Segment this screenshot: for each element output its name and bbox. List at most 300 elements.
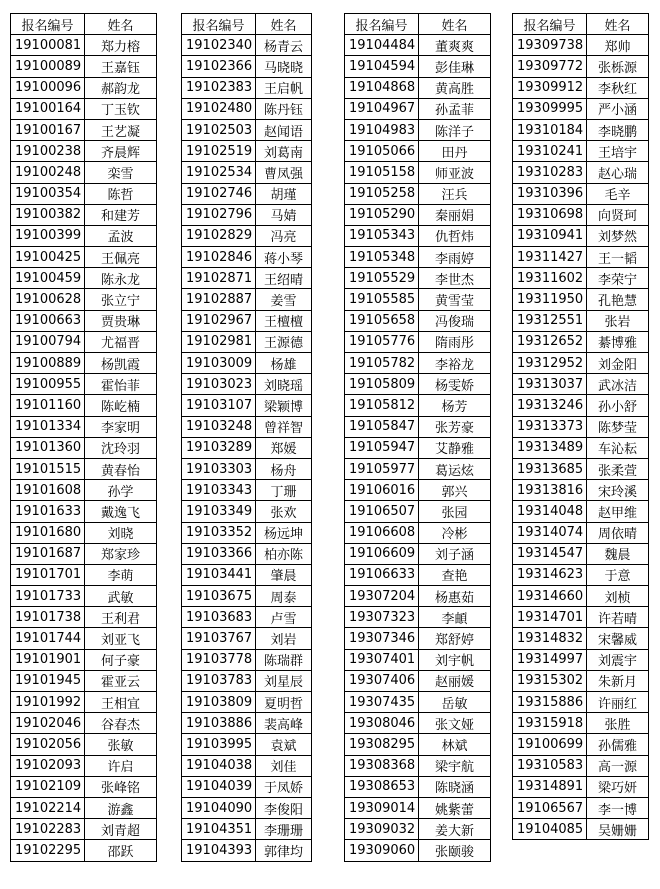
registration-number-cell: 19106608 (345, 522, 419, 543)
table-row (513, 35, 649, 56)
name-cell: 郭律均 (256, 840, 312, 861)
registration-number-cell: 19310184 (513, 119, 587, 140)
name-cell: 黄高胜 (419, 77, 491, 98)
name-cell: 黄春怡 (85, 458, 157, 479)
registration-number-cell: 19309060 (345, 840, 419, 861)
name-cell: 张欢 (256, 501, 312, 522)
name-cell: 魏晨 (587, 543, 649, 564)
table-row (182, 840, 312, 861)
name-cell: 张文娅 (419, 713, 491, 734)
registration-number-cell: 19310698 (513, 204, 587, 225)
name-cell: 杨雯娇 (419, 374, 491, 395)
registration-number-cell: 19310241 (513, 141, 587, 162)
name-cell: 姚紫蕾 (419, 797, 491, 818)
registration-number-cell: 19102109 (11, 776, 85, 797)
registration-number-cell: 19314997 (513, 649, 587, 670)
table-row (182, 458, 312, 479)
table-row (513, 713, 649, 734)
name-cell: 刘亚飞 (85, 628, 157, 649)
name-cell: 李裕龙 (419, 353, 491, 374)
table-row (513, 162, 649, 183)
table-row (11, 141, 157, 162)
registration-number-cell: 19102846 (182, 247, 256, 268)
table-row (182, 586, 312, 607)
table-row (11, 797, 157, 818)
name-cell: 黄雪莹 (419, 289, 491, 310)
registration-number-cell: 19102871 (182, 268, 256, 289)
name-cell: 田丹 (419, 141, 491, 162)
registration-number-cell: 19310283 (513, 162, 587, 183)
name-cell: 郑媛 (256, 437, 312, 458)
table-row (11, 586, 157, 607)
registration-number-cell: 19314547 (513, 543, 587, 564)
registration-number-cell: 19100459 (11, 268, 85, 289)
name-cell: 霍亚云 (85, 670, 157, 691)
table-row (345, 649, 491, 670)
registration-number-cell: 19102480 (182, 98, 256, 119)
table-row (345, 98, 491, 119)
registration-number-cell: 19313816 (513, 480, 587, 501)
name-cell: 綦博雅 (587, 331, 649, 352)
table-row (513, 649, 649, 670)
registration-number-cell: 19312952 (513, 353, 587, 374)
name-cell: 邵跃 (85, 840, 157, 861)
registration-number-cell: 19313037 (513, 374, 587, 395)
registration-number-cell: 19103809 (182, 692, 256, 713)
name-cell: 查艳 (419, 564, 491, 585)
table-row (182, 141, 312, 162)
table-row (182, 564, 312, 585)
table-row (513, 141, 649, 162)
table-row (345, 522, 491, 543)
table-row (345, 458, 491, 479)
registration-number-cell: 19313685 (513, 458, 587, 479)
name-cell: 朱新月 (587, 670, 649, 691)
registration-number-cell: 19310941 (513, 225, 587, 246)
registration-number-cell: 19310396 (513, 183, 587, 204)
name-cell: 杨舟 (256, 458, 312, 479)
table-row (345, 204, 491, 225)
registration-number-cell: 19102829 (182, 225, 256, 246)
registration-number-cell: 19101515 (11, 458, 85, 479)
registration-number-cell: 19104393 (182, 840, 256, 861)
name-cell: 孙学 (85, 480, 157, 501)
name-cell: 刘葛南 (256, 141, 312, 162)
registration-number-cell: 19100238 (11, 141, 85, 162)
table-row (345, 119, 491, 140)
registration-number-cell: 19308046 (345, 713, 419, 734)
registration-number-cell: 19307401 (345, 649, 419, 670)
table-row (345, 310, 491, 331)
table-row (182, 162, 312, 183)
table-row (11, 692, 157, 713)
name-cell: 沈玲羽 (85, 437, 157, 458)
name-cell: 冯亮 (256, 225, 312, 246)
table-row (11, 183, 157, 204)
name-cell: 孙儒雅 (587, 734, 649, 755)
table-row (11, 204, 157, 225)
name-cell: 郑舒婷 (419, 628, 491, 649)
registration-number-cell: 19307204 (345, 586, 419, 607)
table-row (11, 247, 157, 268)
name-cell: 王艺凝 (85, 119, 157, 140)
name-cell: 戴逸飞 (85, 501, 157, 522)
name-cell: 梁巧妍 (587, 776, 649, 797)
registration-number-cell: 19103107 (182, 395, 256, 416)
table-row (182, 331, 312, 352)
registration-number-cell: 19101738 (11, 607, 85, 628)
registration-table-1 (10, 13, 157, 862)
table-row (182, 692, 312, 713)
name-cell: 王嘉钰 (85, 56, 157, 77)
table-row (182, 607, 312, 628)
registration-table-3 (344, 13, 491, 862)
table-row (345, 416, 491, 437)
registration-number-cell: 19104868 (345, 77, 419, 98)
name-cell: 刘震宇 (587, 649, 649, 670)
registration-number-cell: 19105529 (345, 268, 419, 289)
table-row (345, 395, 491, 416)
registration-number-cell: 19103366 (182, 543, 256, 564)
registration-table-2 (181, 13, 312, 862)
table-row (513, 247, 649, 268)
registration-number-cell: 19101992 (11, 692, 85, 713)
name-cell: 刘青超 (85, 819, 157, 840)
registration-number-cell: 19102093 (11, 755, 85, 776)
registration-number-cell: 19102519 (182, 141, 256, 162)
name-cell: 卢雪 (256, 607, 312, 628)
name-cell: 王檀檀 (256, 310, 312, 331)
table-row (182, 98, 312, 119)
table-row (182, 56, 312, 77)
name-cell: 李世杰 (419, 268, 491, 289)
registration-number-cell: 19307346 (345, 628, 419, 649)
registration-number-cell: 19100399 (11, 225, 85, 246)
table-row (513, 395, 649, 416)
name-cell: 陈哲 (85, 183, 157, 204)
registration-number-cell: 19102214 (11, 797, 85, 818)
name-cell: 栾雪 (85, 162, 157, 183)
registration-number-cell: 19103995 (182, 734, 256, 755)
registration-number-cell: 19103289 (182, 437, 256, 458)
registration-number-cell: 19311602 (513, 268, 587, 289)
registration-number-cell: 19101633 (11, 501, 85, 522)
registration-number-cell: 19314660 (513, 586, 587, 607)
name-cell: 谷春杰 (85, 713, 157, 734)
name-cell: 刘晓 (85, 522, 157, 543)
table-row (513, 331, 649, 352)
name-cell: 杨凯霞 (85, 353, 157, 374)
registration-number-cell: 19101360 (11, 437, 85, 458)
table-row (182, 713, 312, 734)
table-row (11, 607, 157, 628)
table-row (345, 692, 491, 713)
name-cell: 尤福晋 (85, 331, 157, 352)
name-cell: 李秋红 (587, 77, 649, 98)
registration-number-cell: 19308368 (345, 755, 419, 776)
name-cell: 孙小舒 (587, 395, 649, 416)
header-name: 姓名 (419, 14, 491, 35)
name-cell: 柏亦陈 (256, 543, 312, 564)
name-cell: 李萌 (85, 564, 157, 585)
name-cell: 王培宇 (587, 141, 649, 162)
registration-number-cell: 19105776 (345, 331, 419, 352)
registration-number-cell: 19313246 (513, 395, 587, 416)
table-row (182, 268, 312, 289)
name-cell: 武敏 (85, 586, 157, 607)
table-row (182, 119, 312, 140)
name-cell: 曾祥智 (256, 416, 312, 437)
registration-number-cell: 19105258 (345, 183, 419, 204)
name-cell: 丁玉钦 (85, 98, 157, 119)
registration-number-cell: 19309738 (513, 35, 587, 56)
registration-number-cell: 19103009 (182, 353, 256, 374)
name-cell: 张栎源 (587, 56, 649, 77)
table-row (513, 374, 649, 395)
table-row (513, 797, 649, 818)
registration-number-cell: 19309912 (513, 77, 587, 98)
table-row (182, 776, 312, 797)
registration-number-cell: 19100248 (11, 162, 85, 183)
registration-number-cell: 19100167 (11, 119, 85, 140)
registration-number-cell: 19100096 (11, 77, 85, 98)
name-cell: 杨雄 (256, 353, 312, 374)
table-row (182, 649, 312, 670)
table-row (11, 331, 157, 352)
name-cell: 陈梦莹 (587, 416, 649, 437)
name-cell: 李珊珊 (256, 819, 312, 840)
table-row (11, 628, 157, 649)
name-cell: 张颐骏 (419, 840, 491, 861)
name-cell: 董爽爽 (419, 35, 491, 56)
registration-number-cell: 19104351 (182, 819, 256, 840)
name-cell: 仇哲炜 (419, 225, 491, 246)
registration-number-cell: 19101733 (11, 586, 85, 607)
registration-table-4 (512, 13, 649, 840)
name-cell: 杨青云 (256, 35, 312, 56)
table-row (182, 310, 312, 331)
name-cell: 杨远坤 (256, 522, 312, 543)
name-cell: 于意 (587, 564, 649, 585)
name-cell: 冷彬 (419, 522, 491, 543)
table-row (513, 353, 649, 374)
registration-number-cell: 19105947 (345, 437, 419, 458)
table-row (11, 395, 157, 416)
table-row (11, 543, 157, 564)
name-cell: 郑帅 (587, 35, 649, 56)
registration-number-cell: 19101334 (11, 416, 85, 437)
registration-number-cell: 19102383 (182, 77, 256, 98)
name-cell: 周泰 (256, 586, 312, 607)
registration-number-cell: 19309032 (345, 819, 419, 840)
registration-number-cell: 19313373 (513, 416, 587, 437)
table-row (182, 734, 312, 755)
table-row (513, 310, 649, 331)
registration-number-cell: 19100081 (11, 35, 85, 56)
table-row (345, 755, 491, 776)
registration-number-cell: 19104085 (513, 819, 587, 840)
name-cell: 杨芳 (419, 395, 491, 416)
name-cell: 何子豪 (85, 649, 157, 670)
table-row (513, 416, 649, 437)
registration-number-cell: 19106016 (345, 480, 419, 501)
registration-number-cell: 19103303 (182, 458, 256, 479)
table-row (182, 77, 312, 98)
table-row (182, 480, 312, 501)
name-cell: 赵闻语 (256, 119, 312, 140)
name-cell: 马晓晓 (256, 56, 312, 77)
registration-number-cell: 19314832 (513, 628, 587, 649)
table-row (345, 543, 491, 564)
registration-number-cell: 19313489 (513, 437, 587, 458)
header-name: 姓名 (85, 14, 157, 35)
table-row (11, 374, 157, 395)
name-cell: 郝韵龙 (85, 77, 157, 98)
registration-number-cell: 19102534 (182, 162, 256, 183)
table-row (182, 353, 312, 374)
table-row (345, 35, 491, 56)
table-row (11, 310, 157, 331)
registration-number-cell: 19103352 (182, 522, 256, 543)
table-row (182, 797, 312, 818)
registration-number-cell: 19104484 (345, 35, 419, 56)
table-row (513, 628, 649, 649)
name-cell: 袁斌 (256, 734, 312, 755)
name-cell: 高一源 (587, 755, 649, 776)
registration-number-cell: 19105585 (345, 289, 419, 310)
registration-number-cell: 19102981 (182, 331, 256, 352)
name-cell: 张胜 (587, 713, 649, 734)
registration-number-cell: 19308295 (345, 734, 419, 755)
table-row (345, 586, 491, 607)
name-cell: 李頔 (419, 607, 491, 628)
table-row (11, 819, 157, 840)
registration-number-cell: 19105782 (345, 353, 419, 374)
table-row (513, 586, 649, 607)
table-row (345, 628, 491, 649)
registration-number-cell: 19307435 (345, 692, 419, 713)
table-row (345, 776, 491, 797)
name-cell: 毛辛 (587, 183, 649, 204)
registration-number-cell: 19103675 (182, 586, 256, 607)
table-row (182, 522, 312, 543)
registration-number-cell: 19102046 (11, 713, 85, 734)
table-row (182, 819, 312, 840)
registration-number-cell: 19102503 (182, 119, 256, 140)
name-cell: 梁宇航 (419, 755, 491, 776)
registration-number-cell: 19101945 (11, 670, 85, 691)
registration-number-cell: 19106609 (345, 543, 419, 564)
name-cell: 姜大新 (419, 819, 491, 840)
name-cell: 赵甲维 (587, 501, 649, 522)
registration-number-cell: 19103441 (182, 564, 256, 585)
registration-number-cell: 19101744 (11, 628, 85, 649)
name-cell: 赵心瑞 (587, 162, 649, 183)
registration-number-cell: 19308653 (345, 776, 419, 797)
table-row (11, 162, 157, 183)
name-cell: 肇晨 (256, 564, 312, 585)
registration-number-cell: 19106567 (513, 797, 587, 818)
name-cell: 王一韬 (587, 247, 649, 268)
name-cell: 陈瑞群 (256, 649, 312, 670)
table-row (11, 670, 157, 691)
table-row (11, 289, 157, 310)
header-registration-number: 报名编号 (11, 14, 85, 35)
table-row (182, 395, 312, 416)
name-cell: 秦丽娟 (419, 204, 491, 225)
name-cell: 许丽红 (587, 692, 649, 713)
registration-number-cell: 19314701 (513, 607, 587, 628)
table-row (11, 458, 157, 479)
registration-number-cell: 19100955 (11, 374, 85, 395)
table-row (345, 670, 491, 691)
name-cell: 裴高峰 (256, 713, 312, 734)
registration-number-cell: 19100699 (513, 734, 587, 755)
table-row (513, 670, 649, 691)
registration-number-cell: 19103886 (182, 713, 256, 734)
table-row (513, 289, 649, 310)
registration-number-cell: 19105977 (345, 458, 419, 479)
registration-number-cell: 19102366 (182, 56, 256, 77)
header-name: 姓名 (587, 14, 649, 35)
table-row (345, 141, 491, 162)
name-cell: 岳敏 (419, 692, 491, 713)
registration-number-cell: 19106507 (345, 501, 419, 522)
name-cell: 林斌 (419, 734, 491, 755)
table-row (513, 607, 649, 628)
name-cell: 冯俊瑞 (419, 310, 491, 331)
name-cell: 刘星辰 (256, 670, 312, 691)
name-cell: 孔艳慧 (587, 289, 649, 310)
registration-number-cell: 19101160 (11, 395, 85, 416)
table-row (11, 416, 157, 437)
table-row (182, 247, 312, 268)
registration-number-cell: 19106633 (345, 564, 419, 585)
registration-number-cell: 19105343 (345, 225, 419, 246)
registration-number-cell: 19103349 (182, 501, 256, 522)
table-row (182, 35, 312, 56)
name-cell: 向贤珂 (587, 204, 649, 225)
registration-number-cell: 19105658 (345, 310, 419, 331)
registration-number-cell: 19103778 (182, 649, 256, 670)
table-row (11, 480, 157, 501)
registration-number-cell: 19103683 (182, 607, 256, 628)
name-cell: 张芳豪 (419, 416, 491, 437)
name-cell: 彭佳琳 (419, 56, 491, 77)
name-cell: 隋雨彤 (419, 331, 491, 352)
table-row (513, 268, 649, 289)
table-row (182, 437, 312, 458)
table-row (11, 437, 157, 458)
table-row (182, 543, 312, 564)
name-cell: 陈屹楠 (85, 395, 157, 416)
registration-number-cell: 19312551 (513, 310, 587, 331)
name-cell: 王源德 (256, 331, 312, 352)
table-row (513, 56, 649, 77)
name-cell: 张岩 (587, 310, 649, 331)
registration-number-cell: 19103767 (182, 628, 256, 649)
name-cell: 王佩亮 (85, 247, 157, 268)
table-row (513, 776, 649, 797)
table-row (345, 247, 491, 268)
registration-number-cell: 19310583 (513, 755, 587, 776)
name-cell: 王启帆 (256, 77, 312, 98)
name-cell: 张柔萱 (587, 458, 649, 479)
registration-number-cell: 19100794 (11, 331, 85, 352)
name-cell: 陈洋子 (419, 119, 491, 140)
table-row (513, 183, 649, 204)
table-row (513, 98, 649, 119)
